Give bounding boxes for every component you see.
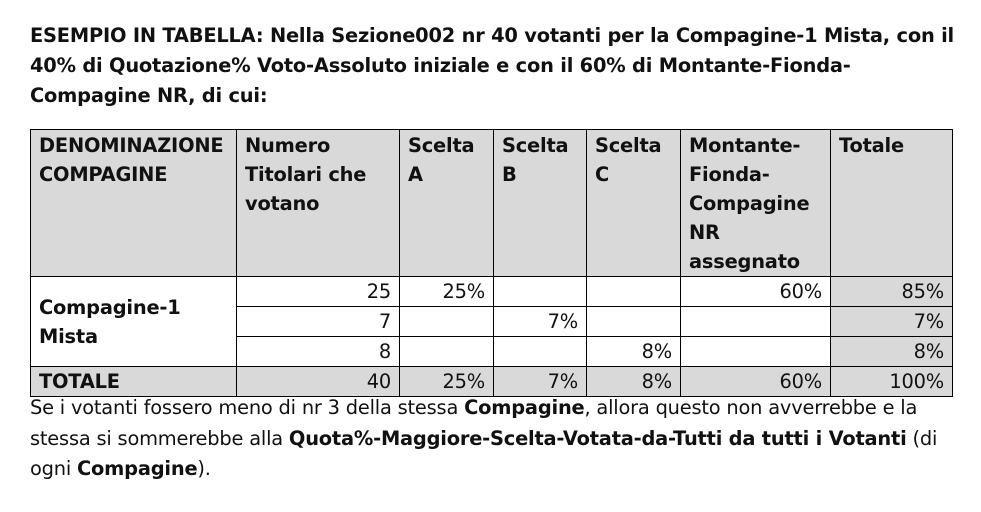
table-cell [400, 307, 494, 337]
header-scelta-c: Scelta C [587, 130, 681, 277]
header-scelta-a: Scelta A [400, 130, 494, 277]
table-total-row [31, 367, 953, 397]
total-cell: 7% [831, 307, 953, 337]
table-cell [494, 277, 587, 307]
table-cell [400, 337, 494, 367]
table-header-row [31, 130, 953, 277]
table-cell: 8 [237, 337, 400, 367]
table-cell: 8% [587, 337, 681, 367]
table-cell: 25% [400, 277, 494, 307]
table-cell [681, 337, 831, 367]
outro-text: Se i votanti fossero meno di nr 3 della stessa [30, 396, 465, 419]
table-cell: 25% [400, 367, 494, 397]
header-numero-titolari: Numero Titolari che votano [237, 130, 400, 277]
total-cell: 100% [831, 367, 953, 397]
outro-bold-text: Compagine [77, 457, 198, 480]
outro-text: ). [197, 457, 211, 480]
table-cell: 7% [494, 367, 587, 397]
outro-paragraph [30, 393, 965, 485]
outro-bold-text: Quota%-Maggiore-Scelta-Votata-da-Tutti da tutti i Votanti [288, 426, 907, 450]
table-cell: 7 [237, 307, 400, 337]
total-cell: 85% [831, 277, 953, 307]
table-cell [587, 277, 681, 307]
voting-table [30, 129, 953, 397]
group-name-cell: Compagine-1 Mista [31, 277, 237, 367]
total-cell: 8% [831, 337, 953, 367]
table-cell: 25 [237, 277, 400, 307]
intro-paragraph: ESEMPIO IN TABELLA: Nella Sezione002 nr 40 votanti per la Compagine-1 Mista, con il 40% di Quotazione% Voto-Assoluto iniziale e con il 60% di Montante-Fionda-Compagine NR, di cui: [30, 24, 954, 107]
table-cell [494, 337, 587, 367]
header-denominazione: DENOMINAZIONE COMPAGINE [31, 130, 237, 277]
table-cell: 40 [237, 367, 400, 397]
total-label-cell: TOTALE [31, 367, 237, 397]
outro-bold-text: Compagine [464, 396, 585, 419]
outro-text: , allora questo non avverrebbe e la stessa si sommerebbe alla [30, 396, 918, 450]
table-cell: 7% [494, 307, 587, 337]
table-cell [681, 307, 831, 337]
header-montante: Montante-Fionda-Compagine NR assegnato [681, 130, 831, 277]
header-scelta-b: Scelta B [494, 130, 587, 277]
table-row [31, 277, 953, 307]
table-cell: 60% [681, 367, 831, 397]
table-cell [587, 307, 681, 337]
header-totale: Totale [831, 130, 953, 277]
table-cell: 8% [587, 367, 681, 397]
outro-text: (di ogni [30, 426, 938, 480]
table-cell: 60% [681, 277, 831, 307]
